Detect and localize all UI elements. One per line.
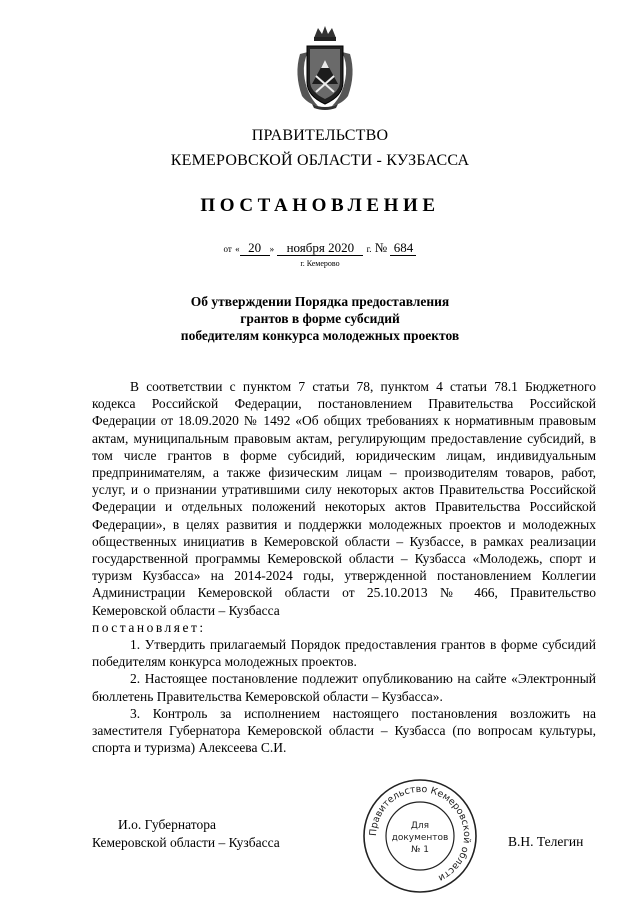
government-name-line2: КЕМЕРОВСКОЙ ОБЛАСТИ - КУЗБАССА: [170, 152, 470, 169]
resolves-word: постановляет:: [92, 619, 206, 635]
signatory-title: [92, 816, 280, 852]
date-open-quote: «: [235, 244, 240, 254]
date-month-year: ноября 2020: [277, 241, 363, 256]
subject-line3: победителям конкурса молодежных проектов: [180, 328, 460, 343]
coat-of-arms-emblem: [292, 24, 358, 110]
decree-title: ПОСТАНОВЛЕНИЕ: [200, 195, 440, 216]
subject-line2: грантов в форме субсидий: [240, 311, 400, 326]
decree-number: 684: [390, 241, 416, 256]
number-sign: №: [374, 240, 388, 255]
signatory-title-line1: И.о. Губернатора: [118, 817, 217, 832]
government-name-line1: ПРАВИТЕЛЬСТВО: [251, 127, 389, 144]
city-name: г. Кемерово: [300, 259, 340, 268]
date-prefix: от: [223, 244, 232, 254]
decree-body: [92, 378, 596, 756]
signatory-title-line2: Кемеровской области – Кузбасса: [92, 835, 280, 850]
date-close-quote: »: [269, 244, 275, 254]
item-3: 3. Контроль за исполнением настоящего постановления возложить на заместителя Губернатора Кемеровской области – Кузбасса (по вопросам культуры, спорта и туризма) Алексеева С.И.: [92, 705, 596, 756]
seal-ring-text: Правительство Кемеровской области: [367, 783, 473, 884]
item-1: 1. Утвердить прилагаемый Порядок предоставления грантов в форме субсидий победителям конкурса молодежных проектов.: [92, 637, 596, 670]
date-day: 20: [240, 241, 270, 256]
date-year-suffix: г.: [366, 244, 372, 254]
signatory-name: В.Н. Телегин: [508, 834, 584, 849]
item-2: 2. Настоящее постановление подлежит опубликованию на сайте «Электронный бюллетень Правительства Кемеровской области – Кузбасса».: [92, 671, 596, 704]
seal-center-line3: № 1: [411, 845, 429, 855]
official-seal-stamp: [360, 776, 480, 896]
preamble-paragraph: В соответствии с пунктом 7 статьи 78, пунктом 4 статьи 78.1 Бюджетного кодекса Российской Федерации, постановлением Правительства Российской Федерации от 18.09.2020 № 1492 «Об общих требованиях к нормативным правовым актам, муниципальным правовым актам, регулирующим предоставление субсидий, в том числе грантов в форме субсидий, юридическим лицам, индивидуальным предпринимателям, а также физическим лицам – производителям товаров, работ, услуг, и о признании утратившими силу некоторых актов Правительства Российской Федерации и отдельных положений некоторых актов Правительства Российской Федерации», в целях развития и поддержки молодежных проектов и молодежных общественных инициатив в Кемеровской области – Кузбассе, в рамках реализации государственной программы Кемеровской области – Кузбасса «Молодежь, спорт и туризм Кузбасса» на 2014-2024 годы, утвержденной постановлением Коллегии Администрации Кемеровской области от 25.10.2013 № 466, Правительство Кемеровской области – Кузбасса: [92, 379, 596, 618]
subject-line1: Об утверждении Порядка предоставления: [190, 294, 450, 309]
seal-center-line2: документов: [391, 833, 449, 843]
decree-date-line: [0, 240, 640, 256]
decree-subject: [0, 293, 640, 344]
seal-center-line1: Для: [410, 821, 430, 831]
